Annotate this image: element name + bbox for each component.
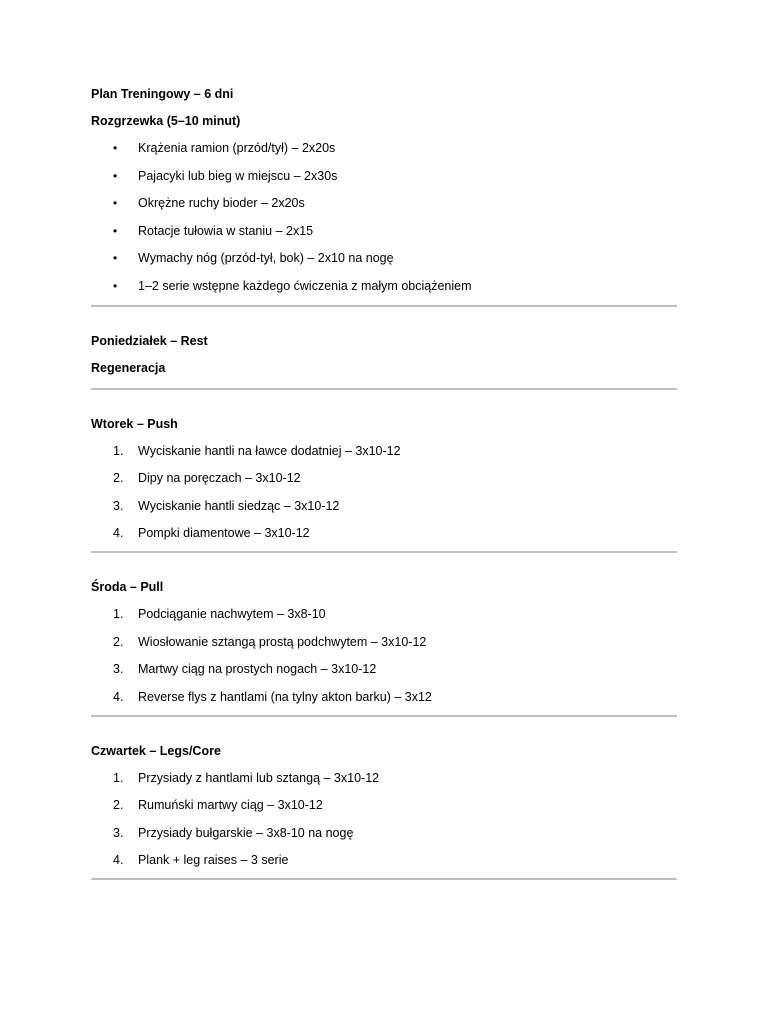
list-item bbox=[91, 659, 677, 679]
number-marker: 3. bbox=[113, 498, 124, 513]
section-heading: Poniedziałek – Rest bbox=[91, 333, 208, 348]
list-item-text: Pajacyki lub bieg w miejscu – 2x30s bbox=[138, 168, 338, 183]
horizontal-rule bbox=[91, 551, 677, 553]
list-item-text: Podciąganie nachwytem – 3x8-10 bbox=[138, 607, 326, 621]
document-title: Plan Treningowy – 6 dni bbox=[91, 87, 234, 101]
list-item-text: Martwy ciąg na prostych nogach – 3x10-12 bbox=[138, 662, 377, 676]
list-item bbox=[91, 138, 677, 158]
section-heading: Środa – Pull bbox=[91, 580, 164, 594]
section-heading: Rozgrzewka (5–10 minut) bbox=[91, 114, 241, 128]
list-item bbox=[91, 795, 677, 815]
bullet-marker: • bbox=[113, 278, 118, 293]
list-item-text: Wyciskanie hantli na ławce dodatniej – 3x10-12 bbox=[138, 443, 401, 458]
bullet-marker: • bbox=[113, 141, 118, 155]
number-marker: 1. bbox=[113, 770, 124, 785]
bullet-marker: • bbox=[113, 196, 118, 210]
section-warmup bbox=[91, 111, 677, 296]
number-marker: 2. bbox=[113, 634, 124, 649]
list-item-text: 1–2 serie wstępne każdego ćwiczenia z małym obciążeniem bbox=[138, 278, 472, 293]
list-item-text: Pompki diamentowe – 3x10-12 bbox=[138, 526, 310, 540]
list-item bbox=[91, 523, 677, 543]
section-thursday bbox=[91, 741, 677, 871]
horizontal-rule bbox=[91, 715, 677, 717]
number-marker: 4. bbox=[113, 853, 124, 867]
list-item bbox=[91, 687, 677, 707]
list-item-text: Reverse flys z hantlami (na tylny akton barku) – 3x12 bbox=[138, 689, 432, 704]
list-item-text: Okrężne ruchy bioder – 2x20s bbox=[138, 196, 305, 210]
list-item-text: Rotacje tułowia w staniu – 2x15 bbox=[138, 223, 314, 238]
section-wednesday bbox=[91, 577, 677, 707]
list-item-text: Wymachy nóg (przód-tył, bok) – 2x10 na nogę bbox=[138, 251, 394, 265]
list-item-text: Dipy na poręczach – 3x10-12 bbox=[138, 471, 301, 485]
list-item-text: Krążenia ramion (przód/tył) – 2x20s bbox=[138, 141, 336, 155]
number-marker: 1. bbox=[113, 607, 124, 621]
number-marker: 4. bbox=[113, 526, 124, 540]
list-item bbox=[91, 193, 677, 213]
list-item-text: Przysiady z hantlami lub sztangą – 3x10-12 bbox=[138, 770, 380, 785]
list-item-text: Rumuński martwy ciąg – 3x10-12 bbox=[138, 798, 323, 812]
list-item bbox=[91, 441, 677, 461]
bullet-marker: • bbox=[113, 251, 118, 265]
section-tuesday bbox=[91, 414, 677, 544]
horizontal-rule bbox=[91, 305, 677, 307]
bullet-marker: • bbox=[113, 168, 118, 183]
horizontal-rule bbox=[91, 878, 677, 880]
list-item bbox=[91, 496, 677, 516]
section-heading: Wtorek – Push bbox=[91, 416, 178, 431]
list-item bbox=[91, 823, 677, 843]
section-subheading: Regeneracja bbox=[91, 360, 166, 375]
number-marker: 3. bbox=[113, 662, 124, 676]
horizontal-rule bbox=[91, 388, 677, 390]
list-item-text: Wiosłowanie sztangą prostą podchwytem – 3x10-12 bbox=[138, 634, 427, 649]
list-item bbox=[91, 850, 677, 870]
number-marker: 4. bbox=[113, 689, 124, 704]
list-item bbox=[91, 276, 677, 296]
list-item bbox=[91, 468, 677, 488]
list-item-text: Przysiady bułgarskie – 3x8-10 na nogę bbox=[138, 825, 354, 840]
list-item-text: Wyciskanie hantli siedząc – 3x10-12 bbox=[138, 498, 340, 513]
number-marker: 2. bbox=[113, 471, 124, 485]
list-item bbox=[91, 768, 677, 788]
list-item-text: Plank + leg raises – 3 serie bbox=[138, 853, 289, 867]
list-item bbox=[91, 604, 677, 624]
list-item bbox=[91, 166, 677, 186]
list-item bbox=[91, 248, 677, 268]
bullet-marker: • bbox=[113, 223, 118, 238]
number-marker: 1. bbox=[113, 443, 124, 458]
list-item bbox=[91, 221, 677, 241]
document-page bbox=[91, 84, 677, 904]
number-marker: 2. bbox=[113, 798, 124, 812]
number-marker: 3. bbox=[113, 825, 124, 840]
section-monday bbox=[91, 331, 677, 378]
list-item bbox=[91, 632, 677, 652]
section-heading: Czwartek – Legs/Core bbox=[91, 743, 221, 758]
